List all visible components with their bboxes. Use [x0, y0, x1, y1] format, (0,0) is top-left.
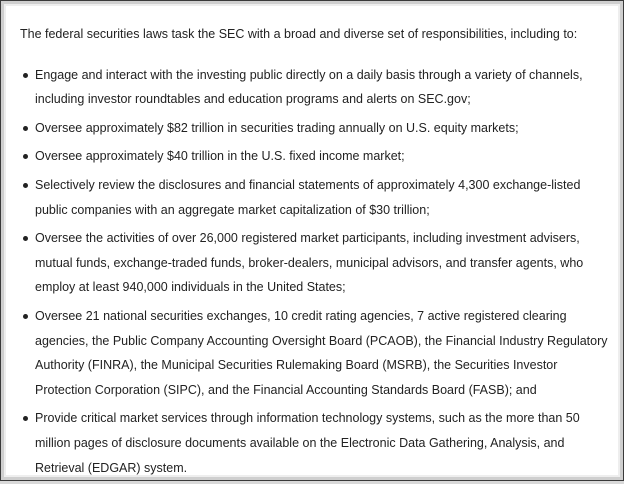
- bullet-icon: [23, 416, 28, 421]
- document-body: [20, 22, 616, 484]
- list-item-text: Selectively review the disclosures and financial statements of approximately 4,300 exchange-listed public companies with an aggregate market capitalization of $30 trillion;: [35, 177, 581, 217]
- list-item-text: Oversee the activities of over 26,000 registered market participants, including investment advisers, mutual funds, exchange-traded funds, broker-dealers, municipal advisors, and transfer agents, who employ at least 940,000 individuals in the United States;: [35, 231, 584, 295]
- responsibilities-list: [20, 63, 616, 481]
- bullet-icon: [23, 126, 28, 131]
- bullet-icon: [23, 154, 28, 159]
- bullet-icon: [23, 314, 28, 319]
- list-item-text: Oversee 21 national securities exchanges, 10 credit rating agencies, 7 active registered clearing agencies, the Public Company Accounting Oversight Board (PCAOB), the Financial Industry Regulatory Authority (FINRA), the Municipal Securities Rulemaking Board (MSRB), the Securities Investor Protection Corporation (SIPC), and the Financial Accounting Standards Board (FASB); and: [35, 308, 608, 397]
- list-item: [20, 144, 616, 169]
- list-item: [20, 63, 616, 112]
- list-item: [20, 116, 616, 141]
- list-item-text: Provide critical market services through information technology systems, such as the more than 50 million pages of disclosure documents available on the Electronic Data Gathering, Analysis, and Retrieval (EDGAR) system.: [35, 411, 580, 475]
- list-item: [20, 226, 616, 300]
- list-item-text: Oversee approximately $82 trillion in securities trading annually on U.S. equity markets;: [35, 120, 519, 135]
- list-item-text: Engage and interact with the investing public directly on a daily basis through a variety of channels, including investor roundtables and education programs and alerts on SEC.gov;: [35, 67, 583, 107]
- intro-paragraph: The federal securities laws task the SEC with a broad and diverse set of responsibilities, including to:: [20, 27, 578, 41]
- list-item-text: Oversee approximately $40 trillion in the U.S. fixed income market;: [35, 149, 405, 164]
- bullet-icon: [23, 183, 28, 188]
- list-item: [20, 304, 616, 402]
- bullet-icon: [23, 236, 28, 241]
- bullet-icon: [23, 73, 28, 78]
- list-item: [20, 406, 616, 480]
- list-item: [20, 173, 616, 222]
